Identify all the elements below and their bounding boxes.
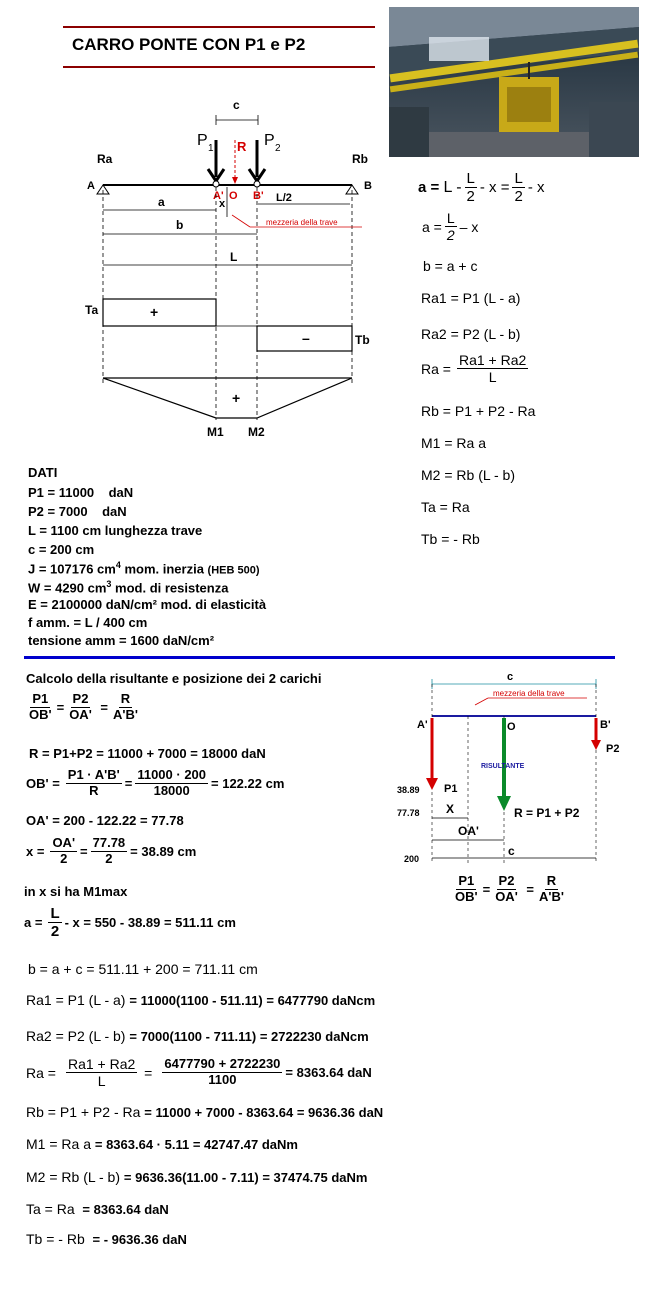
calc-r-sum: R = P1+P2 = 11000 + 7000 = 18000 daN: [29, 746, 266, 761]
formula-ra1: Ra1 = P1 (L - a): [421, 290, 521, 306]
section-separator: [24, 656, 615, 659]
d2-p2-label: P2: [606, 743, 620, 755]
formula-ra2: Ra2 = P2 (L - b): [421, 326, 521, 342]
calc-in-x: in x si ha M1max: [24, 884, 128, 899]
calc-b: b = a + c = 511.11 + 200 = 711.11 cm: [28, 961, 258, 977]
ta-label: Ta: [85, 303, 99, 317]
resultant-diagram: [395, 668, 625, 868]
formula-rb: Rb = P1 + P2 - Ra: [421, 403, 536, 419]
x-label: x: [219, 198, 226, 210]
mezzeria-label: mezzeria della trave: [266, 218, 338, 227]
d2-c-bottom: c: [508, 844, 515, 858]
calc-m2: M2 = Rb (L - b) = 9636.36(11.00 - 7.11) = 37474.75 daNm: [26, 1169, 368, 1185]
shear-positive: [103, 299, 216, 326]
moment-plus: +: [232, 390, 241, 406]
dati-e: E = 2100000 daN/cm² mod. di elasticità: [28, 597, 267, 612]
point-a: A: [87, 180, 95, 192]
formula-a1: a = L - $\frac{L}{2}$ - x = $\frac{L}{2}$ - x: [418, 170, 545, 206]
m2-label: M2: [248, 425, 265, 439]
d2-aprime: A': [417, 719, 428, 731]
dim-a-label: a: [158, 195, 165, 209]
dati-c: c = 200 cm: [28, 542, 95, 557]
dati-w: W = 4290 $cm^3$ mod. di resistenza: [28, 579, 229, 596]
dati-p1: P1 = 11000 daN: [28, 485, 134, 500]
calc-m1: M1 = Ra a = 8363.64 · 5.11 = 42747.47 daNm: [26, 1136, 298, 1152]
point-o: O: [229, 190, 238, 202]
l2-label: L/2: [276, 192, 292, 204]
calc-ratio: $\frac{P1}{OB'}$ = $\frac{P2}{OA'}$ = $\frac{R}{A'B'}$: [29, 691, 138, 722]
p2-sub: 2: [275, 143, 281, 154]
m1-label: M1: [207, 425, 224, 439]
dim-b-label: b: [176, 218, 184, 232]
calc-tb: Tb = - Rb = - 9636.36 daN: [26, 1231, 187, 1247]
overhead-crane-photo: [389, 7, 639, 157]
dati-j: J = 107176 $cm^4$ mom. inerzia (HEB 500): [28, 560, 260, 577]
calc-ra2: Ra2 = P2 (L - b) = 7000(1100 - 711.11) = 2722230 daNcm: [26, 1028, 369, 1044]
d2-oaprime: OA': [458, 824, 479, 838]
p1-label: P: [197, 132, 208, 149]
d2-v3: 200: [404, 854, 420, 864]
formula-b: b = a + c: [423, 258, 478, 274]
d2-v1: 38.89: [397, 785, 420, 795]
formula-tb: Tb = - Rb: [421, 531, 480, 547]
d2-bprime: B': [600, 719, 611, 731]
point-aprime: A': [213, 190, 224, 202]
point-bprime: B': [253, 190, 264, 202]
p1-sub: 1: [208, 143, 214, 154]
calc-ra: Ra = $\frac{Ra1 + Ra2}{L}$ = $\frac{6477790 + 2722230}{1100}$ = 8363.64 daN: [26, 1056, 372, 1090]
dati-l: L = 1100 cm lunghezza trave: [28, 523, 203, 538]
r-label: R: [237, 139, 247, 154]
dati-p2: P2 = 7000 daN: [28, 504, 127, 519]
d2-v2: 77.78: [397, 808, 420, 818]
shear-minus: –: [302, 330, 310, 346]
calc-ta: Ta = Ra = 8363.64 daN: [26, 1201, 169, 1217]
d2-mezzeria: mezzeria della trave: [493, 689, 565, 698]
calc-oa: OA' = 200 - 122.22 = 77.78: [26, 813, 184, 828]
calc-rb: Rb = P1 + P2 - Ra = 11000 + 7000 - 8363.64 = 9636.36 daN: [26, 1104, 384, 1120]
ra-label: Ra: [97, 152, 113, 166]
d2-risultante: RISULTANTE: [481, 763, 525, 770]
d2-ratio: $\frac{P1}{OB'}$ = $\frac{P2}{OA'}$ = $\frac{R}{A'B'}$: [455, 873, 564, 904]
d2-c-top: c: [507, 671, 514, 683]
formula-ta: Ta = Ra: [421, 499, 470, 515]
calc-heading: Calcolo della risultante e posizione dei 2 carichi: [26, 671, 322, 686]
calc-ra1: Ra1 = P1 (L - a) = 11000(1100 - 511.11) = 6477790 daNcm: [26, 992, 376, 1008]
beam-diagram: [80, 95, 380, 445]
point-b: B: [364, 180, 372, 192]
page-title: CARRO PONTE CON P1 e P2: [72, 35, 306, 54]
calc-x: x = $\frac{OA'}{2}$ = $\frac{77.78}{2}$ = 38.89 cm: [26, 835, 197, 866]
dim-c-label: c: [233, 98, 240, 112]
formula-ra: Ra = $\frac{Ra1 + Ra2}{L}$: [421, 352, 527, 386]
moment-diagram: [103, 378, 352, 418]
shear-plus: +: [150, 304, 159, 320]
d2-r-eq: R = P1 + P2: [514, 806, 580, 820]
calc-ob: OB' = $\frac{P1 \cdot A'B'}{R}$ = $\frac{11000 \cdot 200}{18000}$ = 122.22 cm: [26, 767, 285, 798]
d2-p1-label: P1: [444, 783, 458, 795]
formula-a2: a = $\frac{L}{2}$ – x: [422, 210, 479, 244]
tb-label: Tb: [355, 333, 370, 347]
dati-f: f amm. = L / 400 cm: [28, 615, 148, 630]
dim-l-label: L: [230, 250, 238, 264]
dati-tensione: tensione amm = 1600 daN/cm²: [28, 633, 215, 648]
rb-label: Rb: [352, 152, 368, 166]
d2-x: X: [446, 802, 455, 816]
dati-heading: DATI: [28, 465, 58, 480]
p2-label: P: [264, 132, 275, 149]
formula-m1: M1 = Ra a: [421, 435, 486, 451]
calc-a: a = $\frac{L}{2}$ - x = 550 - 38.89 = 511.11 cm: [24, 905, 236, 941]
d2-o: O: [507, 721, 516, 733]
formula-m2: M2 = Rb (L - b): [421, 467, 516, 483]
